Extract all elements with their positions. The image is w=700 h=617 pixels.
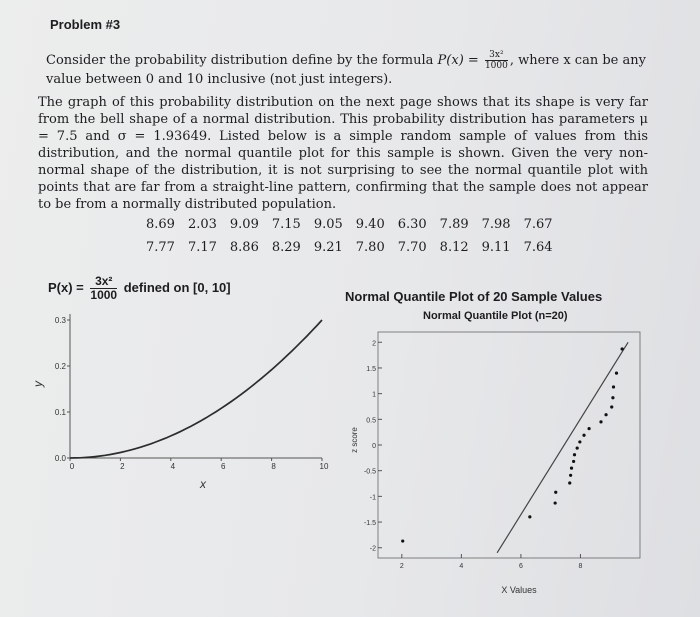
- data-point: [576, 446, 579, 449]
- data-point: [582, 434, 585, 437]
- x-tick-label: 8: [271, 462, 276, 471]
- data-point: [615, 371, 618, 374]
- left-title-fraction: $\frac{\text{3x²}}{1000}$: [90, 274, 118, 302]
- y-tick-label: 0.2: [54, 362, 66, 371]
- sample-value: 9.21: [313, 240, 343, 255]
- x-axis-label: X Values: [501, 585, 537, 595]
- sample-value: 9.09: [229, 217, 259, 232]
- y-tick-label: 0.3: [54, 316, 66, 325]
- y-tick-label: 0.0: [54, 454, 66, 463]
- intro-fraction: $\frac{\text{3x²}}{1000}$: [484, 50, 508, 71]
- data-point: [401, 539, 404, 542]
- x-tick-label: 6: [220, 462, 226, 471]
- sample-value: 7.15: [271, 217, 301, 232]
- sample-value: 8.86: [229, 240, 259, 255]
- sample-value: 9.11: [481, 240, 511, 255]
- sample-value: 6.30: [397, 217, 427, 232]
- data-point: [611, 396, 614, 399]
- data-point: [573, 453, 576, 456]
- data-point: [599, 420, 602, 423]
- plot-frame: [378, 332, 640, 558]
- sample-value: 7.77: [146, 240, 175, 255]
- sample-value: 7.70: [397, 240, 427, 255]
- x-axis-label: x: [200, 477, 206, 491]
- sample-value: 9.40: [355, 217, 385, 232]
- left-title-px: P(x) =: [48, 279, 84, 295]
- data-point: [587, 427, 590, 430]
- x-tick-label: 8: [578, 563, 583, 570]
- y-axis-label: z score: [350, 427, 359, 453]
- x-tick-label: 4: [459, 563, 464, 570]
- sample-value: 9.05: [313, 217, 343, 232]
- right-chart-title: Normal Quantile Plot of 20 Sample Values: [345, 289, 603, 304]
- x-tick-label: 4: [170, 462, 176, 471]
- sample-value: 7.89: [439, 217, 469, 232]
- data-point: [578, 440, 581, 443]
- data-point: [612, 385, 615, 388]
- sample-value: 2.03: [187, 217, 217, 232]
- y-tick-label: 2: [372, 340, 376, 348]
- x-tick-label: 6: [518, 563, 523, 570]
- intro-tail: , where x can be any value between 0 and 10 inclusive (not just integers).: [46, 53, 646, 87]
- data-point: [528, 515, 531, 518]
- x-tick-label: 2: [399, 563, 404, 570]
- data-point: [569, 474, 572, 477]
- y-axis-label: y: [31, 381, 45, 387]
- sample-value: 7.98: [481, 217, 511, 232]
- problem-title: Problem #3: [50, 17, 121, 32]
- y-tick-label: -0.5: [363, 468, 376, 476]
- right-chart-subtitle: Normal Quantile Plot (n=20): [423, 310, 568, 322]
- data-point: [554, 501, 557, 504]
- sample-value: 8.12: [439, 240, 469, 255]
- data-point: [570, 467, 573, 470]
- y-tick-label: 0.1: [54, 408, 66, 417]
- description-paragraph: The graph of this probability distribution on the next page shows that its shape is very far from the bell shape of a normal distribution. This probability distribution has parameters μ = 7.5 and σ = 1.93649. Listed below is a simple random sample of values from this distribution, and the normal quantile plot for this sample is shown. Given the very non-normal shape of the distribution, it is not surprising to see the normal quantile plot with points that are far from a straight-line pattern, confirming that the sample does not appear to be from a normally distributed population.: [38, 95, 648, 212]
- reference-line: [497, 342, 628, 553]
- x-tick-label: 0: [69, 462, 75, 471]
- y-tick-label: 0.5: [366, 417, 376, 425]
- y-tick-label: 1.5: [366, 365, 376, 373]
- left-title-tail: defined on [0, 10]: [123, 279, 231, 295]
- data-point: [610, 405, 613, 408]
- data-point: [621, 347, 624, 350]
- sample-value: 7.80: [355, 240, 385, 255]
- sample-value: 8.69: [146, 217, 175, 232]
- y-tick-label: -1.5: [363, 520, 376, 528]
- data-point: [554, 491, 557, 494]
- sample-value: 8.29: [271, 240, 301, 255]
- data-point: [568, 481, 571, 484]
- y-tick-label: -1: [369, 494, 376, 502]
- x-tick-label: 10: [319, 462, 329, 471]
- intro-px: P(x) =: [437, 53, 479, 68]
- sample-value: 7.17: [187, 240, 217, 255]
- y-tick-label: 0: [372, 443, 376, 450]
- x-tick-label: 2: [120, 462, 125, 471]
- sample-value: 7.67: [523, 217, 553, 232]
- intro-lead: Consider the probability distribution define by the formula: [46, 53, 438, 68]
- y-tick-label: -2: [369, 545, 376, 553]
- data-point: [604, 413, 607, 416]
- y-tick-label: 1: [372, 391, 376, 399]
- data-point: [572, 460, 575, 463]
- sample-value: 7.64: [523, 240, 553, 255]
